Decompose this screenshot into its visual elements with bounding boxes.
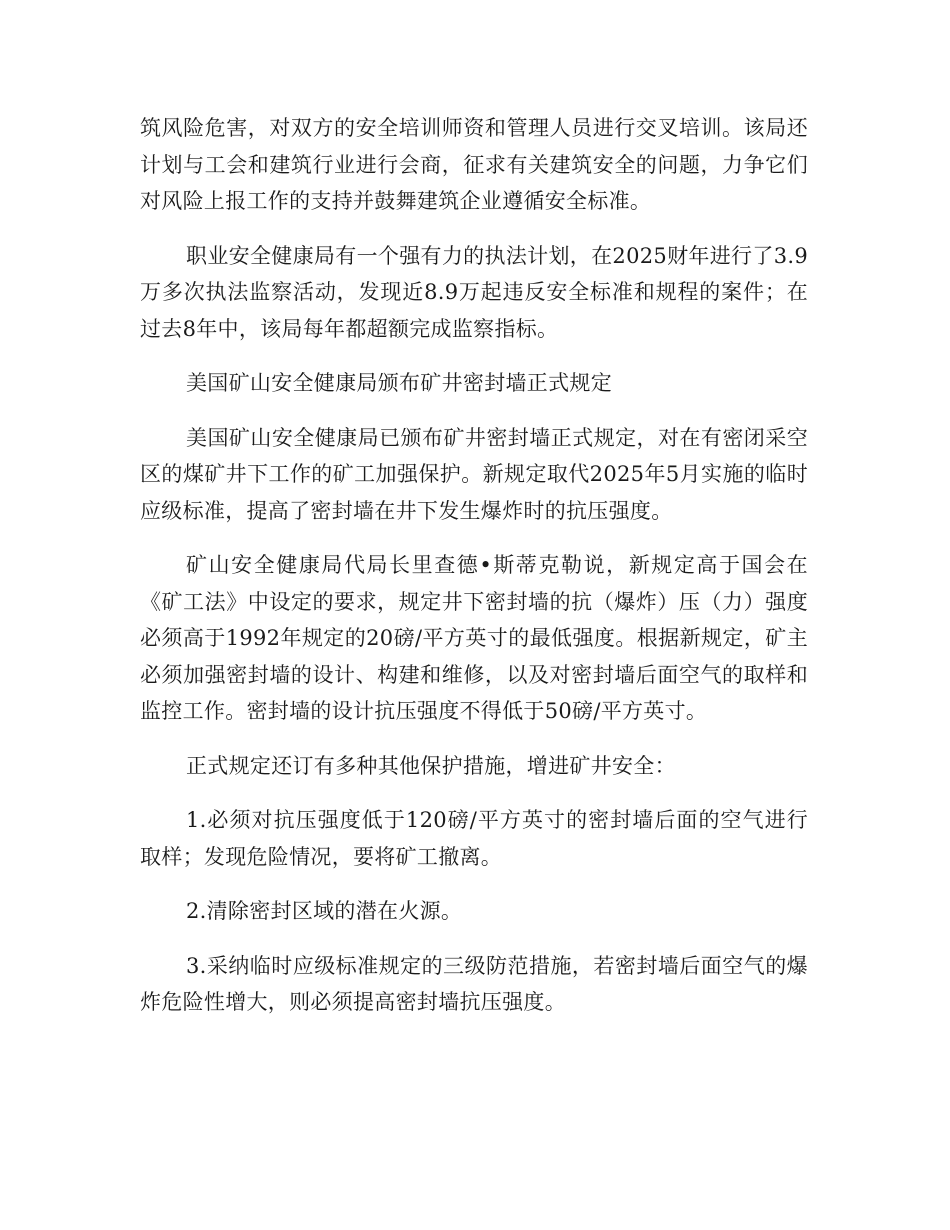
paragraph-construction-training: 筑风险危害，对双方的安全培训师资和管理人员进行交叉培训。该局还计划与工会和建筑行业进行会商，征求有关建筑安全的问题，力争它们对风险上报工作的支持并鼓舞建筑企业遵循安全标准。 xyxy=(140,116,808,213)
paragraph-stickler-statement: 矿山安全健康局代局长里查德•斯蒂克勒说，新规定高于国会在《矿工法》中设定的要求，规定井下密封墙的抗（爆炸）压（力）强度必须高于1992年规定的20磅/平方英寸的最低强度。根据新规定，矿主必须加强密封墙的设计、构建和维修，以及对密封墙后面空气的取样和监控工作。密封墙的设计抗压强度不得低于50磅/平方英寸。 xyxy=(140,553,808,723)
section-heading-msha-seals: 美国矿山安全健康局颁布矿井密封墙正式规定 xyxy=(186,371,612,395)
list-item-3: 3.采纳临时应级标准规定的三级防范措施，若密封墙后面空气的爆炸危险性增大，则必须提高密封墙抗压强度。 xyxy=(140,953,808,1014)
document-page xyxy=(140,110,808,1039)
list-item-1: 1.必须对抗压强度低于120磅/平方英寸的密封墙后面的空气进行取样；发现危险情况，要将矿工撤离。 xyxy=(140,808,808,869)
paragraph-osha-enforcement: 职业安全健康局有一个强有力的执法计划，在2025财年进行了3.9万多次执法监察活动，发现近8.9万起违反安全标准和规程的案件；在过去8年中，该局每年都超额完成监察指标。 xyxy=(140,243,808,341)
list-item-2: 2.清除密封区域的潜在火源。 xyxy=(186,899,463,923)
paragraph-other-measures: 正式规定还订有多种其他保护措施，增进矿井安全： xyxy=(186,753,676,778)
paragraph-msha-seal-rule: 美国矿山安全健康局已颁布矿井密封墙正式规定，对在有密闭采空区的煤矿井下工作的矿工加强保护。新规定取代2025年5月实施的临时应级标准，提高了密封墙在井下发生爆炸时的抗压强度。 xyxy=(140,425,808,523)
